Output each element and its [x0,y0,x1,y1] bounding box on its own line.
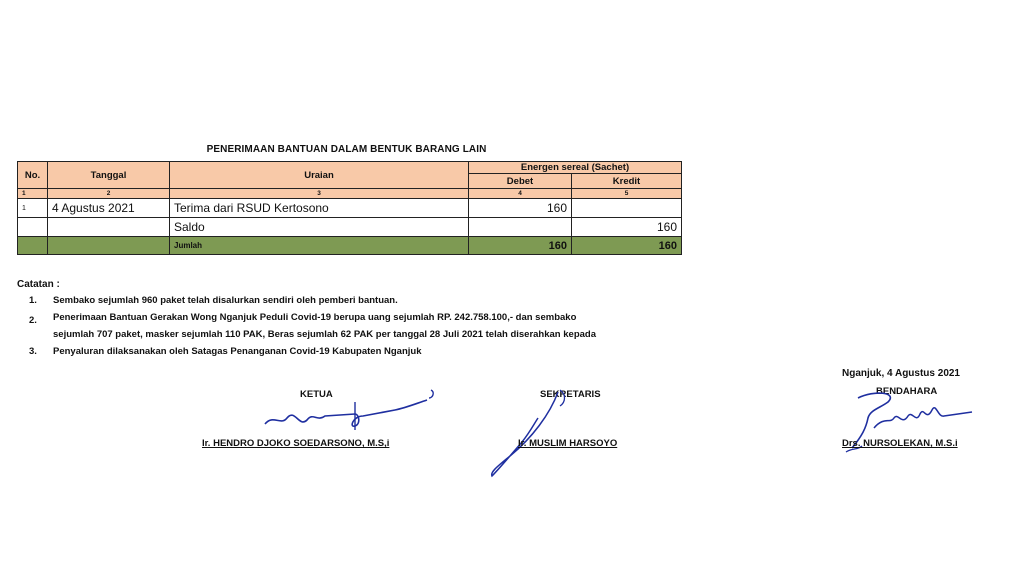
ketua-name: Ir. HENDRO DJOKO SOEDARSONO, M.S,i [202,438,390,449]
note-number: 1. [29,295,37,306]
header-tanggal: Tanggal [48,162,170,189]
colnum-2: 2 [48,189,170,199]
header-no: No. [18,162,48,189]
total-row [18,237,682,255]
row-tanggal: 4 Agustus 2021 [48,199,170,218]
bendahara-signature-icon [840,388,990,460]
total-blank-tanggal [48,237,170,255]
header-uraian: Uraian [170,162,469,189]
note-number: 2. [29,315,37,326]
note-line: sejumlah 707 paket, masker sejumlah 110 PAK, Beras sejumlah 62 PAK per tanggal 28 Juli 2021 telah diserahkan kepada [53,329,596,340]
sekretaris-signature-icon [480,384,580,484]
header-debet: Debet [469,174,572,189]
row-no [18,218,48,237]
ketua-role: KETUA [300,389,333,400]
row-tanggal [48,218,170,237]
total-kredit: 160 [572,237,682,255]
note-line: Penyaluran dilaksanakan oleh Satagas Penanganan Covid-19 Kabupaten Nganjuk [53,346,422,357]
column-number-row [18,189,682,199]
colnum-3: 3 [170,189,469,199]
note-number: 3. [29,346,37,357]
total-label: Jumlah [170,237,469,255]
header-row [18,162,682,174]
sekretaris-role: SEKRETARIS [540,389,601,400]
row-debet: 160 [469,199,572,218]
colnum-4: 4 [469,189,572,199]
table-row [18,218,682,237]
row-kredit: 160 [572,218,682,237]
header-item-group: Energen sereal (Sachet) [469,162,682,174]
colnum-1: 1 [18,189,48,199]
row-no: 1 [18,199,48,218]
row-uraian: Saldo [170,218,469,237]
total-debet: 160 [469,237,572,255]
bendahara-role: BENDAHARA [876,386,938,397]
notes-heading: Catatan : [17,279,60,290]
goods-table [17,161,682,255]
note-line: Sembako sejumlah 960 paket telah disalurkan sendiri oleh pemberi bantuan. [53,295,398,306]
table-row [18,199,682,218]
row-kredit [572,199,682,218]
row-debet [469,218,572,237]
place-date: Nganjuk, 4 Agustus 2021 [842,368,960,379]
header-kredit: Kredit [572,174,682,189]
total-blank-no [18,237,48,255]
sekretaris-name: Ir. MUSLIM HARSOYO [518,438,618,449]
note-line: Penerimaan Bantuan Gerakan Wong Nganjuk Peduli Covid-19 berupa uang sejumlah RP. 242.758.100,- dan sembako [53,312,577,323]
document-title: PENERIMAAN BANTUAN DALAM BENTUK BARANG LAIN [206,144,487,155]
row-uraian: Terima dari RSUD Kertosono [170,199,469,218]
colnum-5: 5 [572,189,682,199]
bendahara-name: Drs. NURSOLEKAN, M.S.i [842,438,958,449]
